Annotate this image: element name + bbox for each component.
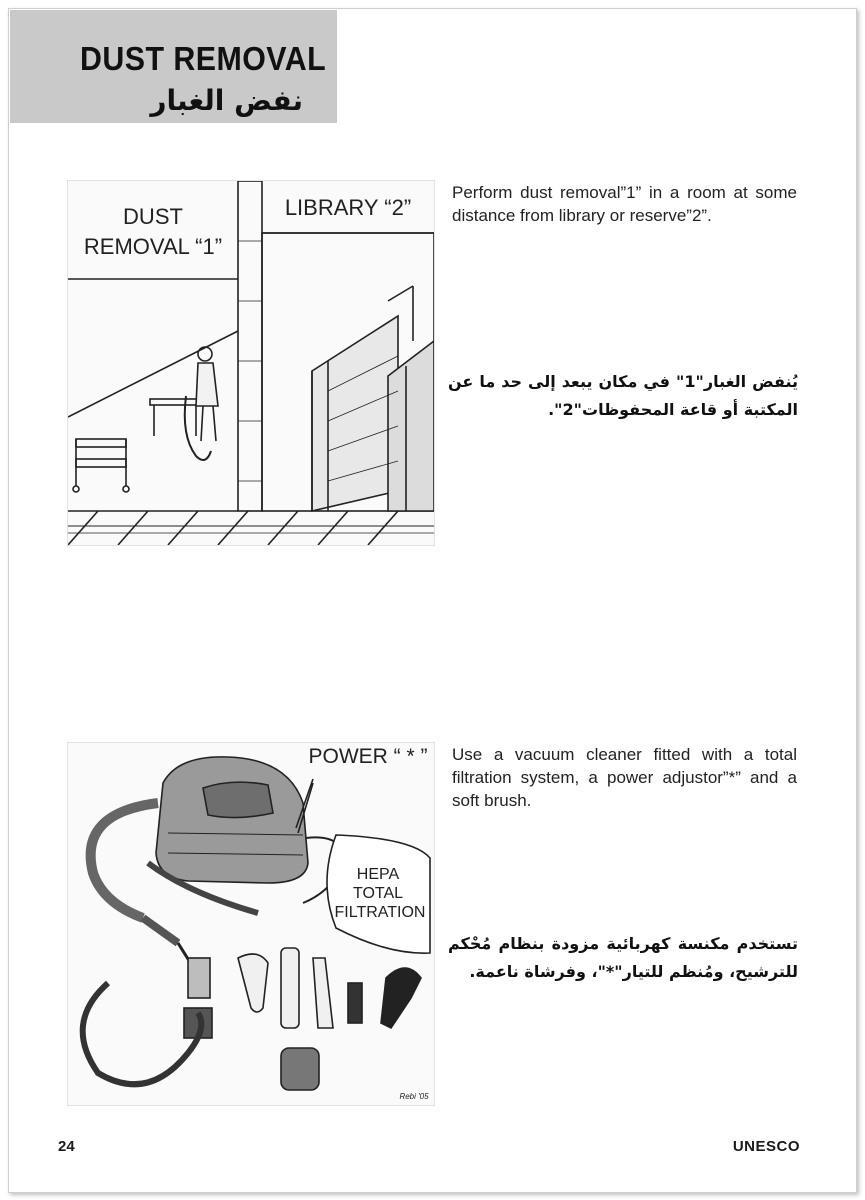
artist-signature: Rebi '05 (399, 1092, 429, 1101)
label-total: TOTAL (352, 885, 404, 902)
page-number: 24 (58, 1138, 75, 1155)
label-removal: REMOVAL “1” (83, 234, 223, 259)
header-box (10, 10, 337, 123)
section1-text-ar: يُنفض الغبار"1" في مكان يبعد إلى حد ما عن المكتبة أو قاعة المحفوظات"2". (448, 372, 799, 419)
label-filtration: FILTRATION (334, 904, 426, 921)
section2-text-ar: تستخدم مكنسة كهربائية مزودة بنظام مُحْكم للترشيح، ومُنظم للتيار"*"، وفرشاة ناعمة. (448, 934, 798, 981)
vacuum-cleaner-drawing (68, 743, 434, 1105)
vacuum-cleaner-illustration (67, 742, 435, 1106)
dust-removal-drawing (68, 181, 434, 545)
section2-text-en: Use a vacuum cleaner fitted with a total filtration system, a power adjustor”*” and a soft brush. (452, 745, 797, 810)
label-hepa: HEPA (356, 866, 400, 883)
section1-text-en: Perform dust removal”1” in a room at some distance from library or reserve”2”. (452, 183, 797, 225)
label-power: POWER “ * ” (308, 745, 428, 768)
footer-organization: UNESCO (732, 1138, 800, 1155)
page-title-en: DUST REMOVAL (80, 40, 327, 77)
label-library: LIBRARY “2” (284, 195, 412, 220)
label-dust: DUST (123, 204, 183, 229)
page-title-ar: نفض الغبار (150, 84, 303, 117)
dust-removal-illustration (67, 180, 435, 546)
